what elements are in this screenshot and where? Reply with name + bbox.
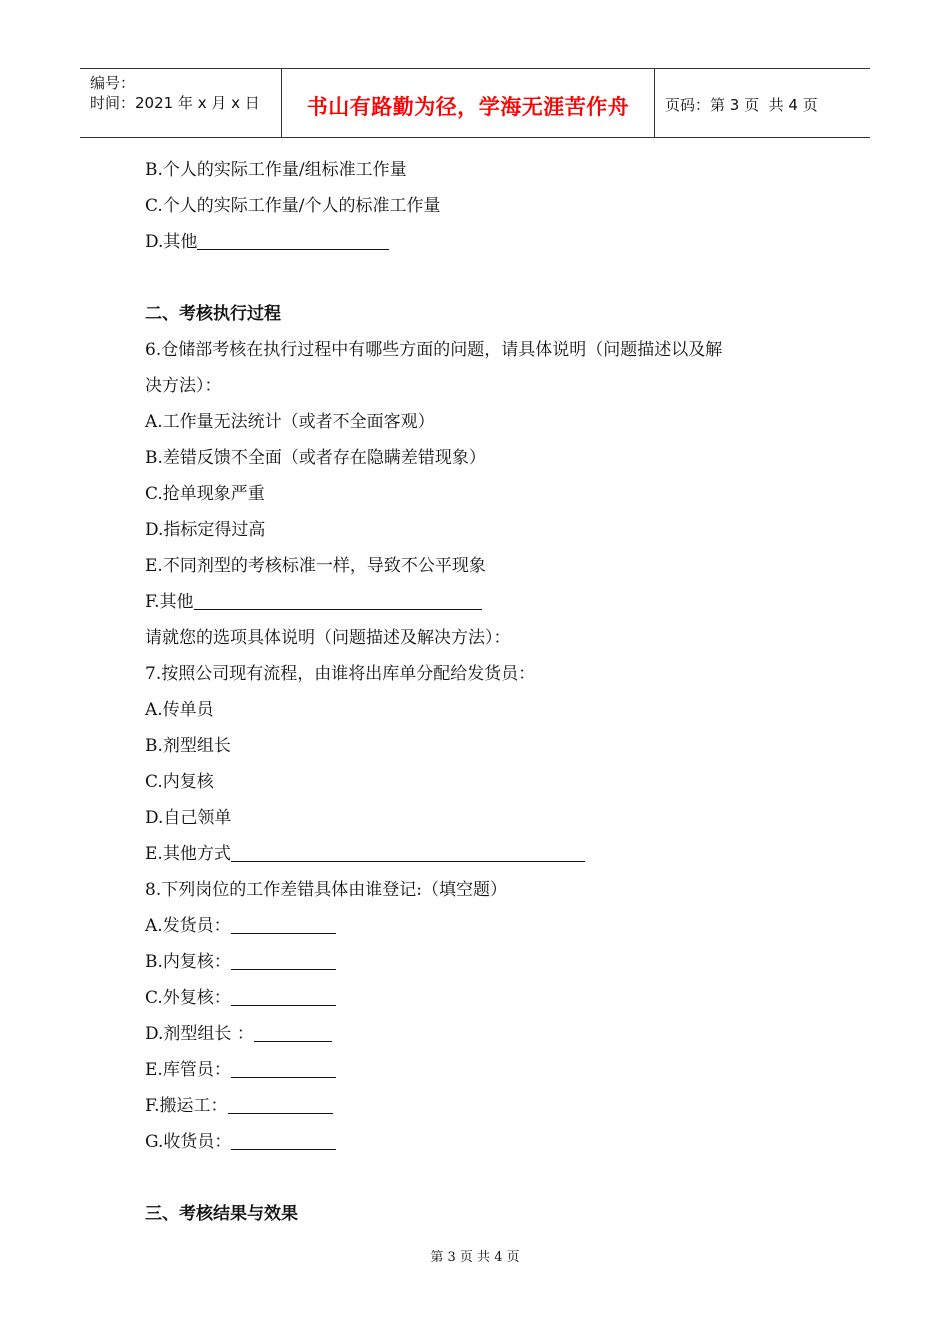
q6-option-c: C.抢单现象严重 — [145, 484, 265, 504]
q6-question-line2: 决方法）： — [145, 376, 222, 396]
section-2-title: 二、考核执行过程 — [145, 304, 281, 324]
q7-option-d: D.自己领单 — [145, 808, 232, 828]
q8-item-d — [145, 1016, 825, 1052]
q6-explain-prompt: 请就您的选项具体说明（问题描述及解决方法）： — [145, 628, 511, 648]
q5-option-b: B.个人的实际工作量/组标准工作量 — [145, 160, 407, 180]
q6-option-f-label: F.其他 — [145, 592, 194, 612]
q6-option-e: E.不同剂型的考核标准一样，导致不公平现象 — [145, 556, 486, 576]
q8-item-b-label: B.内复核： — [145, 952, 231, 972]
page-footer: 第 3 页 共 4 页 — [430, 1250, 520, 1265]
q8-blank-c[interactable] — [231, 983, 336, 1006]
q8-blank-b[interactable] — [231, 947, 336, 970]
q6-option-b: B.差错反馈不全面（或者存在隐瞒差错现象） — [145, 448, 486, 468]
q6-other-blank[interactable] — [194, 587, 482, 610]
q6-option-a: A.工作量无法统计（或者不全面客观） — [145, 412, 435, 432]
q8-item-f-label: F.搬运工： — [145, 1096, 228, 1116]
q7-option-e-label: E.其他方式 — [145, 844, 231, 864]
q8-item-f — [145, 1088, 825, 1124]
q5-option-d — [145, 224, 825, 260]
header-motto-cell — [282, 69, 655, 137]
q8-blank-g[interactable] — [231, 1127, 336, 1150]
q8-blank-f[interactable] — [228, 1091, 333, 1114]
q5-option-c: C.个人的实际工作量/个人的标准工作量 — [145, 196, 441, 216]
q8-item-c — [145, 980, 825, 1016]
document-body — [145, 152, 825, 1232]
q7-other-blank[interactable] — [231, 839, 585, 862]
header-page-info: 页码：第 3 页 共 4 页 — [665, 96, 818, 114]
q5-option-d-label: D.其他 — [145, 232, 198, 252]
q8-item-e — [145, 1052, 825, 1088]
q8-item-c-label: C.外复核： — [145, 988, 231, 1008]
q8-blank-a[interactable] — [231, 911, 336, 934]
q8-blank-e[interactable] — [231, 1055, 336, 1078]
q6-option-f — [145, 584, 825, 620]
q7-option-e — [145, 836, 825, 872]
q8-item-g-label: G.收货员： — [145, 1132, 232, 1152]
q8-item-a — [145, 908, 825, 944]
header-motto: 书山有路勤为径，学海无涯苦作舟 — [306, 95, 630, 119]
q7-option-b: B.剂型组长 — [145, 736, 231, 756]
q7-option-a: A.传单员 — [145, 700, 214, 720]
header-meta-cell — [80, 69, 282, 137]
q8-item-a-label: A.发货员： — [145, 916, 231, 936]
time-label: 时间：2021 年 x 月 x 日 — [90, 94, 260, 112]
q8-blank-d[interactable] — [254, 1019, 332, 1042]
q5-other-blank[interactable] — [197, 227, 389, 250]
q6-question-line1: 6.仓储部考核在执行过程中有哪些方面的问题，请具体说明（问题描述以及解 — [145, 340, 723, 360]
header-page-cell — [655, 69, 870, 137]
q8-question: 8.下列岗位的工作差错具体由谁登记:（填空题） — [145, 880, 507, 900]
section-3-title: 三、考核结果与效果 — [145, 1204, 298, 1224]
q8-item-b — [145, 944, 825, 980]
q8-item-g — [145, 1124, 825, 1160]
page-header — [80, 68, 870, 138]
q7-option-c: C.内复核 — [145, 772, 214, 792]
q7-question: 7.按照公司现有流程，由谁将出库单分配给发货员： — [145, 664, 536, 684]
number-label: 编号： — [90, 74, 136, 92]
q8-item-e-label: E.库管员： — [145, 1060, 231, 1080]
q8-item-d-label: D.剂型组长 ： — [145, 1024, 254, 1044]
q6-option-d: D.指标定得过高 — [145, 520, 266, 540]
